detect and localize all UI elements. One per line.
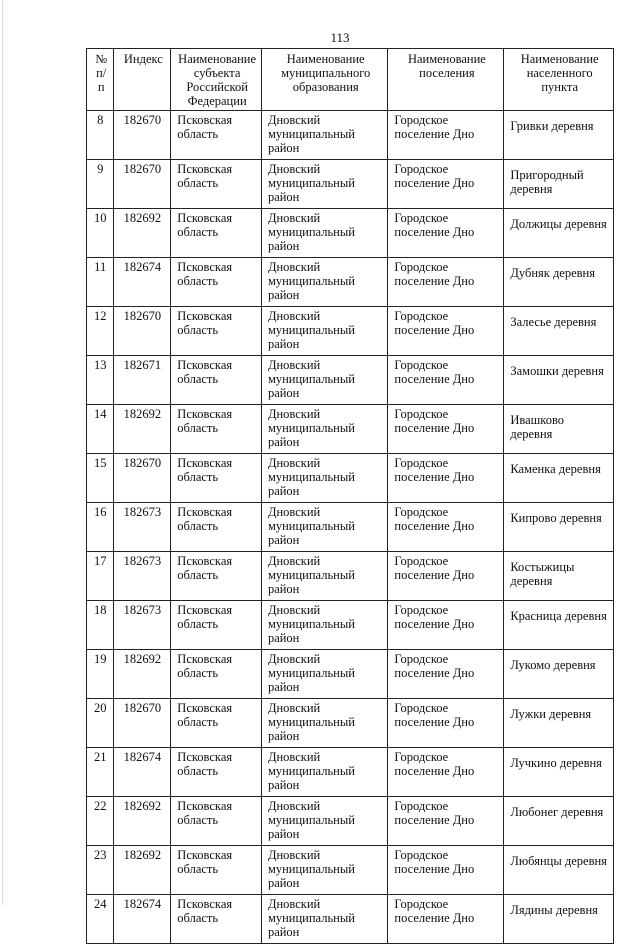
cell-municipality: Дновский муниципальный район [261, 454, 387, 503]
cell-num: 16 [87, 503, 114, 552]
cell-locality: Лужки деревня [504, 699, 614, 748]
table-row [87, 503, 614, 552]
cell-municipality: Дновский муниципальный район [261, 356, 387, 405]
cell-subject: Псковская область [171, 405, 262, 454]
cell-index: 182674 [114, 258, 171, 307]
cell-index: 182674 [114, 895, 171, 944]
cell-num: 17 [87, 552, 114, 601]
cell-municipality: Дновский муниципальный район [261, 846, 387, 895]
cell-num: 24 [87, 895, 114, 944]
cell-index: 182692 [114, 209, 171, 258]
cell-locality: Залесье деревня [504, 307, 614, 356]
cell-index: 182670 [114, 454, 171, 503]
cell-settlement: Городское поселение Дно [388, 307, 504, 356]
cell-subject: Псковская область [171, 503, 262, 552]
cell-settlement: Городское поселение Дно [388, 209, 504, 258]
header-index: Индекс [114, 49, 171, 111]
cell-municipality: Дновский муниципальный район [261, 895, 387, 944]
cell-num: 19 [87, 650, 114, 699]
cell-locality: Лукомо деревня [504, 650, 614, 699]
cell-subject: Псковская область [171, 454, 262, 503]
cell-municipality: Дновский муниципальный район [261, 160, 387, 209]
cell-settlement: Городское поселение Дно [388, 748, 504, 797]
cell-num: 9 [87, 160, 114, 209]
cell-locality: Гривки деревня [504, 111, 614, 160]
cell-locality: Кипрово деревня [504, 503, 614, 552]
cell-subject: Псковская область [171, 650, 262, 699]
cell-index: 182692 [114, 650, 171, 699]
settlements-table [86, 48, 614, 944]
cell-index: 182673 [114, 601, 171, 650]
table-row [87, 895, 614, 944]
table-row [87, 748, 614, 797]
cell-num: 11 [87, 258, 114, 307]
cell-index: 182673 [114, 503, 171, 552]
cell-subject: Псковская область [171, 552, 262, 601]
header-num: № п/п [87, 49, 114, 111]
scan-edge-line [2, 0, 3, 905]
cell-locality: Ивашково деревня [504, 405, 614, 454]
cell-num: 10 [87, 209, 114, 258]
cell-settlement: Городское поселение Дно [388, 895, 504, 944]
cell-municipality: Дновский муниципальный район [261, 111, 387, 160]
table-row [87, 601, 614, 650]
table-row [87, 111, 614, 160]
cell-locality: Лучкино деревня [504, 748, 614, 797]
table-row [87, 454, 614, 503]
table-row [87, 307, 614, 356]
cell-num: 22 [87, 797, 114, 846]
cell-municipality: Дновский муниципальный район [261, 699, 387, 748]
cell-locality: Любонег деревня [504, 797, 614, 846]
cell-locality: Любянцы деревня [504, 846, 614, 895]
cell-municipality: Дновский муниципальный район [261, 797, 387, 846]
cell-settlement: Городское поселение Дно [388, 552, 504, 601]
header-subject: Наименование субъекта Российской Федерации [171, 49, 262, 111]
cell-settlement: Городское поселение Дно [388, 111, 504, 160]
cell-settlement: Городское поселение Дно [388, 356, 504, 405]
cell-locality: Костыжицы деревня [504, 552, 614, 601]
cell-locality: Дубняк деревня [504, 258, 614, 307]
cell-num: 8 [87, 111, 114, 160]
cell-locality: Замошки деревня [504, 356, 614, 405]
cell-subject: Псковская область [171, 601, 262, 650]
cell-municipality: Дновский муниципальный район [261, 748, 387, 797]
cell-municipality: Дновский муниципальный район [261, 307, 387, 356]
cell-index: 182670 [114, 160, 171, 209]
cell-subject: Псковская область [171, 846, 262, 895]
table-row [87, 846, 614, 895]
cell-index: 182674 [114, 748, 171, 797]
cell-subject: Псковская область [171, 209, 262, 258]
cell-index: 182670 [114, 307, 171, 356]
cell-index: 182670 [114, 699, 171, 748]
cell-municipality: Дновский муниципальный район [261, 552, 387, 601]
table-row [87, 650, 614, 699]
table-row [87, 405, 614, 454]
table-row [87, 160, 614, 209]
cell-subject: Псковская область [171, 356, 262, 405]
cell-num: 14 [87, 405, 114, 454]
cell-num: 15 [87, 454, 114, 503]
cell-subject: Псковская область [171, 748, 262, 797]
table-row [87, 552, 614, 601]
cell-index: 182692 [114, 797, 171, 846]
table-body [87, 111, 614, 944]
cell-locality: Пригородный деревня [504, 160, 614, 209]
table-row [87, 797, 614, 846]
cell-locality: Красница деревня [504, 601, 614, 650]
table-row [87, 258, 614, 307]
cell-settlement: Городское поселение Дно [388, 258, 504, 307]
cell-locality: Лядины деревня [504, 895, 614, 944]
cell-municipality: Дновский муниципальный район [261, 405, 387, 454]
cell-subject: Псковская область [171, 895, 262, 944]
cell-num: 13 [87, 356, 114, 405]
cell-settlement: Городское поселение Дно [388, 699, 504, 748]
cell-settlement: Городское поселение Дно [388, 503, 504, 552]
cell-locality: Должицы деревня [504, 209, 614, 258]
cell-settlement: Городское поселение Дно [388, 797, 504, 846]
cell-num: 12 [87, 307, 114, 356]
cell-locality: Каменка деревня [504, 454, 614, 503]
cell-settlement: Городское поселение Дно [388, 160, 504, 209]
header-municipality: Наименование муниципального образования [261, 49, 387, 111]
cell-subject: Псковская область [171, 699, 262, 748]
cell-index: 182671 [114, 356, 171, 405]
cell-settlement: Городское поселение Дно [388, 454, 504, 503]
header-settlement: Наименование поселения [388, 49, 504, 111]
cell-num: 18 [87, 601, 114, 650]
cell-settlement: Городское поселение Дно [388, 405, 504, 454]
table-row [87, 209, 614, 258]
cell-subject: Псковская область [171, 307, 262, 356]
cell-num: 23 [87, 846, 114, 895]
cell-municipality: Дновский муниципальный район [261, 503, 387, 552]
cell-subject: Псковская область [171, 111, 262, 160]
page-number: 113 [330, 30, 350, 45]
cell-settlement: Городское поселение Дно [388, 846, 504, 895]
header-locality: Наименование населенного пункта [504, 49, 614, 111]
table-row [87, 356, 614, 405]
cell-index: 182692 [114, 846, 171, 895]
cell-municipality: Дновский муниципальный район [261, 258, 387, 307]
cell-index: 182692 [114, 405, 171, 454]
cell-subject: Псковская область [171, 258, 262, 307]
cell-num: 21 [87, 748, 114, 797]
cell-index: 182673 [114, 552, 171, 601]
cell-settlement: Городское поселение Дно [388, 601, 504, 650]
cell-num: 20 [87, 699, 114, 748]
cell-index: 182670 [114, 111, 171, 160]
cell-municipality: Дновский муниципальный район [261, 650, 387, 699]
table-row [87, 699, 614, 748]
cell-municipality: Дновский муниципальный район [261, 209, 387, 258]
cell-settlement: Городское поселение Дно [388, 650, 504, 699]
cell-subject: Псковская область [171, 797, 262, 846]
cell-subject: Псковская область [171, 160, 262, 209]
table-header-row [87, 49, 614, 111]
cell-municipality: Дновский муниципальный район [261, 601, 387, 650]
